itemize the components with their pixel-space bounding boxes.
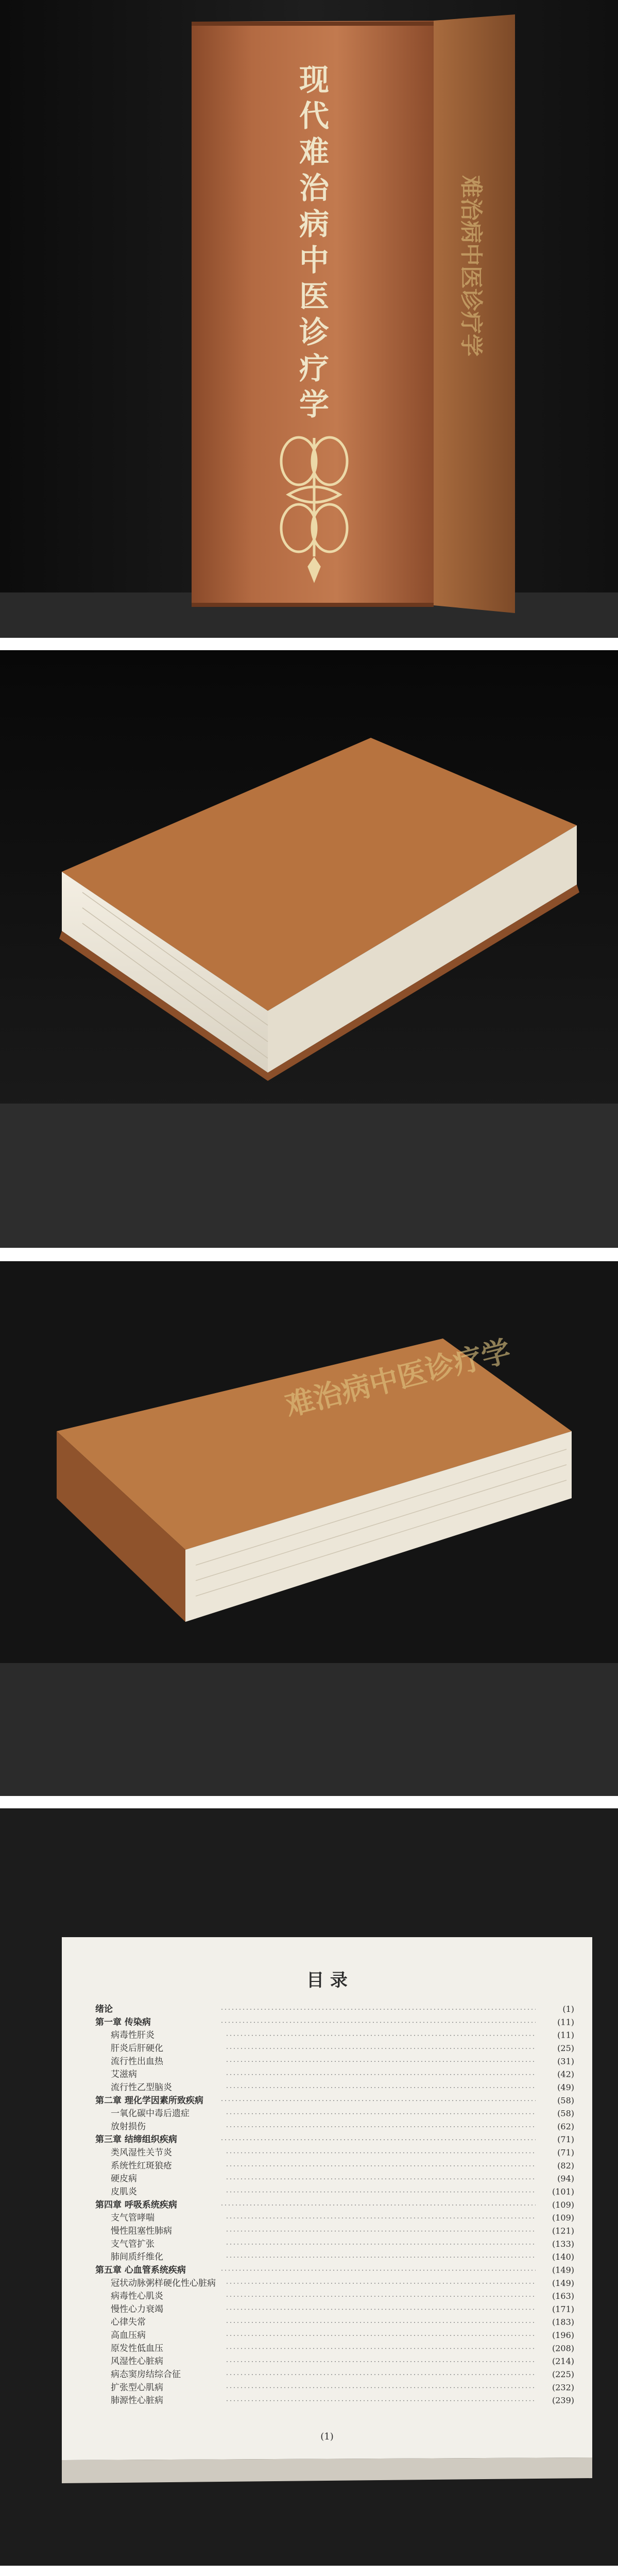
contents-line-text: 慢性心力衰竭 (111, 2304, 163, 2315)
contents-line-text: 绪论 (95, 2004, 113, 2014)
contents-line-text: 扩张型心肌病 (111, 2382, 163, 2393)
contents-line-text: 放射损伤 (111, 2121, 146, 2132)
book-angle-art-2 (0, 1261, 618, 1796)
contents-line-text: 皮肌炎 (111, 2187, 137, 2197)
contents-line-text: 原发性低血压 (111, 2343, 163, 2354)
book-angle-photo-2 (0, 1261, 618, 1796)
spine-char: 中 (299, 243, 330, 278)
spine-photo (0, 0, 618, 638)
contents-line-text: 硬皮病 (111, 2174, 137, 2184)
contents-line-text: 第五章 心血管系统疾病 (95, 2265, 186, 2276)
spine-char: 疗 (299, 351, 330, 386)
contents-line-text: 病毒性肝炎 (111, 2030, 154, 2041)
contents-line-text: 心律失常 (111, 2317, 146, 2328)
cover-title-faded: 难治病中医诊疗学 (282, 1334, 514, 1423)
contents-line-page: (149) (552, 2265, 574, 2275)
spine-char: 病 (299, 207, 330, 242)
spine-char: 诊 (299, 315, 330, 350)
contents-line-page: (109) (552, 2199, 574, 2210)
contents-line-page: (196) (552, 2330, 574, 2341)
contents-line-text: 病态窦房结综合征 (111, 2369, 181, 2380)
contents-line-page: (42) (557, 2069, 574, 2079)
contents-line-page: (71) (557, 2134, 574, 2145)
spine-photo-art (0, 0, 618, 638)
book-angle-art-1 (0, 650, 618, 1248)
contents-page (62, 1937, 592, 2460)
contents-line-page: (109) (552, 2213, 574, 2223)
contents-line-text: 肺间质纤维化 (111, 2252, 163, 2263)
contents-line-text: 第一章 传染病 (95, 2017, 151, 2028)
contents-line-page: (171) (552, 2304, 574, 2314)
contents-heading: 目 录 (306, 1970, 348, 1991)
contents-folio: (1) (320, 2431, 334, 2442)
contents-line-page: (149) (552, 2278, 574, 2288)
contents-line-text: 类风湿性关节炎 (111, 2147, 172, 2158)
spine-char: 难 (299, 134, 330, 170)
contents-line-text: 流行性乙型脑炎 (111, 2082, 172, 2093)
contents-line-page: (1) (562, 2004, 574, 2014)
contents-line-page: (101) (552, 2187, 574, 2197)
contents-line-page: (183) (552, 2317, 574, 2327)
contents-line-text: 支气管哮喘 (111, 2213, 154, 2224)
spine-char: 代 (299, 98, 330, 133)
spine-char: 现 (299, 62, 330, 97)
contents-line-text: 高血压病 (111, 2330, 146, 2341)
spine-char: 治 (299, 171, 330, 206)
contents-line-page: (25) (557, 2043, 574, 2053)
contents-line-page: (121) (552, 2226, 574, 2236)
contents-line-page: (225) (552, 2369, 574, 2380)
contents-line-page: (133) (552, 2239, 574, 2249)
contents-line-text: 肝炎后肝硬化 (111, 2043, 163, 2054)
contents-line-text: 艾滋病 (111, 2069, 137, 2080)
contents-line-page: (62) (557, 2121, 574, 2131)
contents-line-page: (94) (557, 2174, 574, 2184)
contents-line-text: 病毒性心肌炎 (111, 2291, 163, 2302)
cover-edge-title: 难治病中医诊疗学 (458, 175, 484, 357)
contents-line-page: (58) (557, 2095, 574, 2106)
contents-line-page: (58) (557, 2108, 574, 2119)
contents-line-page: (239) (552, 2395, 574, 2405)
contents-line-text: 冠状动脉粥样硬化性心脏病 (111, 2278, 216, 2289)
contents-line-text: 风湿性心脏病 (111, 2356, 163, 2367)
contents-line-text: 支气管扩张 (111, 2239, 154, 2249)
contents-line-page: (208) (552, 2343, 574, 2353)
spine-char: 医 (299, 279, 330, 314)
contents-line-page: (214) (552, 2356, 574, 2366)
contents-line-page: (11) (557, 2017, 574, 2027)
contents-line-text: 第三章 结缔组织疾病 (95, 2134, 177, 2145)
contents-line-text: 慢性阻塞性肺病 (111, 2226, 172, 2236)
contents-line-page: (71) (557, 2147, 574, 2158)
book-angle-photo-1 (0, 650, 618, 1248)
contents-line-text: 第四章 呼吸系统疾病 (95, 2199, 177, 2210)
contents-line-page: (49) (557, 2082, 574, 2092)
spine-char: 学 (299, 387, 330, 422)
contents-line-text: 流行性出血热 (111, 2056, 163, 2067)
contents-line-page: (82) (557, 2160, 574, 2171)
contents-line-page: (163) (552, 2291, 574, 2301)
contents-line-text: 第二章 理化学因素所致疾病 (95, 2095, 203, 2106)
contents-line-text: 系统性红斑狼疮 (111, 2160, 172, 2171)
contents-page-photo (0, 1808, 618, 2566)
contents-line-page: (31) (557, 2056, 574, 2066)
contents-line-text: 肺源性心脏病 (111, 2395, 163, 2406)
contents-line-page: (232) (552, 2382, 574, 2393)
contents-line-text: 一氧化碳中毒后遗症 (111, 2108, 190, 2119)
contents-page-art (0, 1808, 618, 2566)
contents-line-page: (140) (552, 2252, 574, 2262)
contents-line-page: (11) (557, 2030, 574, 2040)
